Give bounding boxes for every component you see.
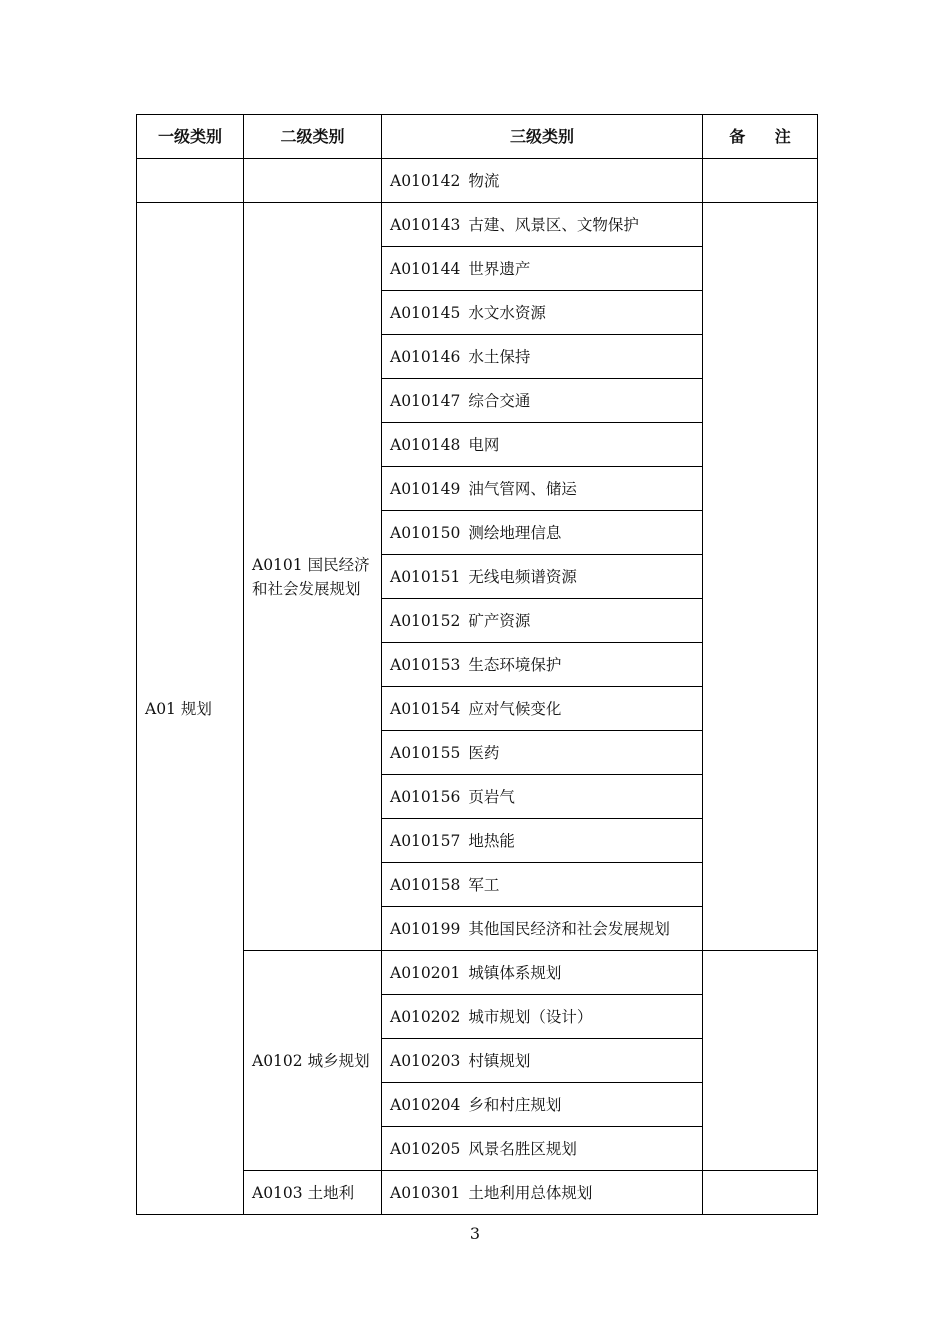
level3-cell (382, 599, 703, 643)
item-name: 测绘地理信息 (468, 523, 562, 542)
item-code: A010149 (390, 479, 461, 498)
table-row (137, 203, 818, 247)
level3-cell (382, 379, 703, 423)
item-code: A010144 (390, 259, 461, 278)
level3-cell (382, 995, 703, 1039)
item-code: A010199 (390, 919, 461, 938)
level3-cell (382, 907, 703, 951)
level3-cell (382, 423, 703, 467)
level3-cell (382, 643, 703, 687)
item-name: 古建、风景区、文物保护 (468, 215, 639, 234)
item-name: 页岩气 (468, 787, 515, 806)
level3-cell (382, 687, 703, 731)
level3-cell (382, 1039, 703, 1083)
item-name: 城市规划（设计） (468, 1007, 593, 1026)
level3-cell (382, 863, 703, 907)
item-name: 电网 (468, 435, 500, 454)
level2-cell-a0103: A0103 土地利 (244, 1171, 382, 1215)
item-code: A010146 (390, 347, 461, 366)
item-code: A010150 (390, 523, 461, 542)
item-code: A010201 (390, 963, 461, 982)
item-name: 军工 (468, 875, 500, 894)
item-code: A010154 (390, 699, 461, 718)
level3-cell (382, 731, 703, 775)
level3-cell (382, 159, 703, 203)
level2-cell-empty (244, 159, 382, 203)
table-row (137, 159, 818, 203)
item-name: 综合交通 (468, 391, 531, 410)
remark-cell (703, 159, 818, 203)
item-name: 村镇规划 (468, 1051, 531, 1070)
item-code: A010202 (390, 1007, 461, 1026)
item-code: A010147 (390, 391, 461, 410)
page-number: 3 (469, 1224, 481, 1243)
level3-cell (382, 247, 703, 291)
header-row (137, 115, 818, 159)
item-code: A010142 (390, 171, 461, 190)
level3-cell (382, 511, 703, 555)
item-name: 地热能 (468, 831, 515, 850)
level2-cell-a0102: A0102 城乡规划 (244, 951, 382, 1171)
item-name: 水土保持 (468, 347, 531, 366)
item-code: A010301 (390, 1183, 461, 1202)
remark-cell (703, 203, 818, 951)
item-name: 乡和村庄规划 (468, 1095, 562, 1114)
item-code: A010157 (390, 831, 461, 850)
level1-cell: A01 规划 (137, 203, 244, 1215)
level3-cell (382, 1171, 703, 1215)
item-code: A010203 (390, 1051, 461, 1070)
item-name: 应对气候变化 (468, 699, 562, 718)
classification-table (136, 114, 818, 1215)
level3-cell (382, 775, 703, 819)
item-name: 矿产资源 (468, 611, 531, 630)
item-name: 土地利用总体规划 (468, 1183, 593, 1202)
header-level2: 二级类别 (244, 115, 382, 159)
remark-cell (703, 1171, 818, 1215)
level1-cell-empty (137, 159, 244, 203)
level3-cell (382, 335, 703, 379)
item-code: A010153 (390, 655, 461, 674)
item-code: A010205 (390, 1139, 461, 1158)
item-name: 无线电频谱资源 (468, 567, 577, 586)
item-code: A010151 (390, 567, 461, 586)
level3-cell (382, 1127, 703, 1171)
item-name: 生态环境保护 (468, 655, 562, 674)
level2-cell-a0101: A0101 国民经济和社会发展规划 (244, 203, 382, 951)
header-remark: 备 注 (703, 115, 818, 159)
item-name: 风景名胜区规划 (468, 1139, 577, 1158)
item-name: 世界遗产 (468, 259, 531, 278)
item-code: A010143 (390, 215, 461, 234)
item-name: 其他国民经济和社会发展规划 (468, 919, 670, 938)
item-name: 医药 (468, 743, 500, 762)
item-code: A010155 (390, 743, 461, 762)
item-code: A010152 (390, 611, 461, 630)
item-code: A010156 (390, 787, 461, 806)
level3-cell (382, 819, 703, 863)
item-code: A010158 (390, 875, 461, 894)
level3-cell (382, 1083, 703, 1127)
item-name: 水文水资源 (468, 303, 546, 322)
item-code: A010148 (390, 435, 461, 454)
level3-cell (382, 203, 703, 247)
level3-cell (382, 291, 703, 335)
level3-cell (382, 467, 703, 511)
level3-cell (382, 555, 703, 599)
header-level3: 三级类别 (382, 115, 703, 159)
item-code: A010204 (390, 1095, 461, 1114)
item-name: 物流 (468, 171, 500, 190)
item-name: 油气管网、储运 (468, 479, 577, 498)
level3-cell (382, 951, 703, 995)
remark-cell (703, 951, 818, 1171)
item-name: 城镇体系规划 (468, 963, 562, 982)
header-level1: 一级类别 (137, 115, 244, 159)
item-code: A010145 (390, 303, 461, 322)
